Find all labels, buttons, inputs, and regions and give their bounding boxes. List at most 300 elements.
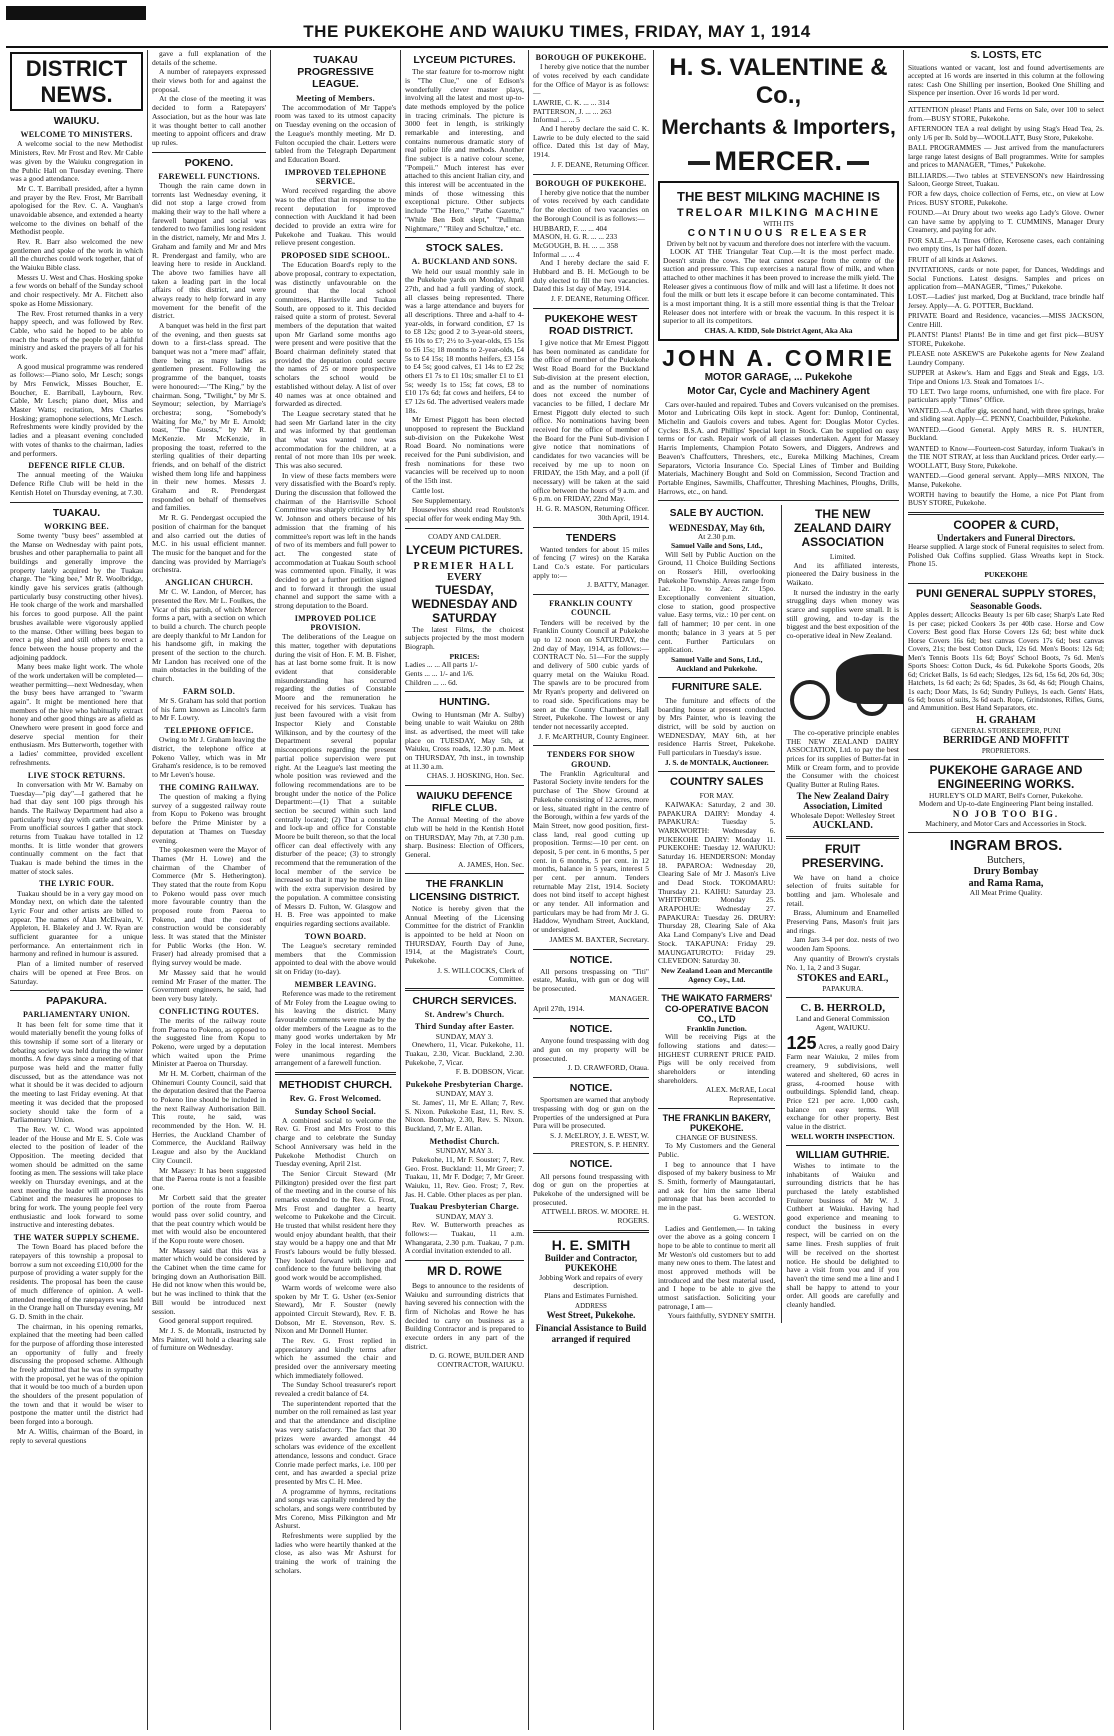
- premier-hall: PREMIER HALL: [413, 560, 516, 572]
- address-label: ADDRESS: [575, 1301, 607, 1310]
- notice-heading: NOTICE.: [569, 953, 613, 966]
- member-leaving-heading: MEMBER LEAVING.: [294, 979, 377, 989]
- vote-row: PATTERSON, J. ... ... 263: [533, 106, 612, 116]
- article-paragraph: The Annual Meeting of the above club will be held in the Kentish Hotel on THURSDAY, May 7th, at 7.30 p.m. sharp. Business: Election of Officers, General.: [405, 815, 524, 860]
- divider: [658, 500, 899, 501]
- merchants-heading: Merchants & Importers,: [661, 115, 896, 139]
- classified-item: INVITATIONS, cards or note paper, for Dances, Weddings and Social Functions. Latest designs. Samples and prices on application from—MANAGER, "Times," Pukekohe.: [908, 265, 1104, 292]
- garage-plant: Modern and Up-to-date Engineering Plant being installed.: [918, 799, 1094, 809]
- ingram-subheading: Butchers,: [986, 854, 1026, 866]
- article-paragraph: And I hereby declare the said F. Hubbard and B. H. McGough to be duly elected to fill the two vacancies. Dated this 1st day of May, 1914.: [533, 258, 649, 294]
- service-list: Pukekohe, 11, Mr F. Souster; 7, Rev. Geo. Frost. Buckland: 11, Mr Greer; 7. Tuakau, 11, Mr F. Dodge; 7, Mr Greer. Waiuku, 11, Rev. Geo. Frost; 7, Rev. Jas. H. Cable. Other places as per plan.: [405, 1154, 524, 1199]
- signature: JAMES M. BAXTER, Secretary.: [549, 934, 649, 944]
- country-sales-signature: New Zealand Loan and Mercantile Agency Coy., Ltd.: [660, 965, 773, 984]
- vote-row: Informal ... ... 4: [533, 249, 580, 259]
- auction-firm: Samuel Vaile and Sons, Ltd.,: [670, 540, 763, 550]
- wholesale-depot: Wholesale Depot: Wellesley Street: [790, 810, 895, 820]
- bakery-heading: THE FRANKLIN BAKERY, PUKEKOHE.: [662, 1112, 771, 1134]
- smith-finance: Financial Assistance to Build arranged if required: [535, 1323, 647, 1344]
- divider: [908, 101, 1104, 102]
- article-paragraph: A programme of hymns, recitations and songs was capitally rendered by the scholars, and songs were contributed by Mrs Coreno, Miss Pilkington and Mr Ashurst.: [275, 1486, 396, 1531]
- classified-item: WANTED.—Good General. Apply MRS R. S. HUNTER, Buckland.: [908, 424, 1104, 443]
- telephone-service-heading: IMPROVED TELEPHONE SERVICE.: [284, 167, 387, 186]
- article-paragraph: Will be receiving Pigs at the following stations and dates:— HIGHEST CURRENT PRICE PAID. Pigs will be only received from shareholders or intending shareholders.: [658, 1032, 776, 1085]
- divider: [10, 502, 143, 503]
- article-paragraph: The furniture and effects of the boarding house at present conducted by Mrs Painter, who is leaving the district, will be sold by auction on WEDNESDAY, MAY 6th, at her residence Harris Street, Pukekohe. Full particulars in Tuesday's issue.: [658, 695, 776, 758]
- rifle-club-ad-heading: WAIUKU DEFENCE RIFLE CLUB.: [416, 790, 513, 815]
- column-3: [271, 50, 401, 1730]
- signature: H. G. R. MASON, Returning Officer. 30th April, 1914.: [536, 504, 649, 522]
- article-paragraph: A good musical programme was rendered as follows:—Piano solo, Mr Lesch; songs by Mrs Fenwick, Misses Boucher, E. Boucher, E. Barriball, Laybourn, Rev. Cable, Mr Lesch; piano duet, Miss and Master Watts; recitation, Mrs Charles Hosking; gramophone selections, Mr Lesch. Refreshments were kindly provided by the ladies and a pleasant evening concluded with votes of thanks to the chairman, ladies and performers.: [10, 361, 143, 458]
- article-paragraph: The League secretary stated that he had seen Mr Garland later in the city and was informed by that gentleman that what was wanted now was accommodation for the children, at a rental of not more than 10s per week. This was also secured.: [275, 408, 396, 471]
- milking-agent: CHAS. A. KIDD, Sole District Agent, Aka Aka: [704, 326, 853, 336]
- signature: J. F. McARTHUR, County Engineer.: [538, 731, 649, 741]
- article-paragraph: Rev. R. Barr also welcomed the new gentlemen and spoke of the work in which all the churches could work together, that of the Waiuku Bible class.: [10, 237, 143, 273]
- proprietors-label: PROPRIETORS.: [981, 746, 1031, 755]
- article-paragraph: Hearse supplied. A large stock of Funeral requisites to select from. Polished Oak Coffins supplied. Glass Wreaths kept in Stock. Phone 15.: [908, 542, 1104, 569]
- masthead-title: THE PUKEKOHE AND WAIUKU TIMES, FRIDAY, MAY 1, 1914: [303, 22, 811, 41]
- article-paragraph: The star feature for to-morrow night is "The Clue," one of Edison's wonderfully clever master plays, involving all the latest and most up-to-date methods employed by the police in tracing criminals. The picture is 3000 feet in length, is strikingly remarkable and interesting, and contains numerous dramatic story of real police life and methods. Another fine subject is a native colour scene, "Pompeii." Much interest has ever attached to this ancient Italian city, and this interest will be accentuated in the minds of those witnessing this exceptional picture. Other subjects include "The Hero," "Pathe Gazette," "While Ben Bolt slept," "Pullman Nightmare," "Riley and Schultze," etc.: [405, 67, 524, 233]
- country-sales-subheading: FOR MAY.: [699, 791, 734, 801]
- article-paragraph: The accommodation of Mr Tappe's room was taxed to its utmost capacity on Tuesday evening on the occasion of the League's monthly meeting. Mr D. Fulton occupied the chair. Letters were tabled from the Telegraph Department and Education Board.: [275, 102, 396, 164]
- fruit-preserving-heading: FRUIT PRESERVING.: [801, 841, 884, 870]
- wheel-shape: [856, 684, 888, 716]
- signature: G. WESTON.: [733, 1212, 776, 1222]
- service-list: St. James', 11, Mr E. Allan; 7, Rev. S. Nixon. Pukekohe East, 11, Rev. S. Nixon. Bombay, 2.30, Rev. S. Nixon. Buckland, 7, Mr E. Allan.: [405, 1098, 524, 1134]
- farewell-heading: FAREWELL FUNCTIONS.: [158, 171, 260, 181]
- classified-item: SUPPER at Askew's. Ham and Eggs and Steak and Eggs, 1/3. Tripe and Onions 1/3. Steak and Tomatoes 1/-.: [908, 368, 1104, 386]
- article-paragraph: gave a full explanation of the details of the scheme.: [152, 50, 266, 67]
- church-services-heading: CHURCH SERVICES.: [412, 995, 517, 1008]
- classified-item: WANTED to Know—Fourteen-cost Saturday, inform Tuakau's in the TIE NOT STRAY, at less than Auckland prices. Order early.—WOOLLATT, Busy Store, Pukekohe.: [908, 443, 1104, 470]
- article-paragraph: The superintendent reported that the number on the roll remained as last year and that the attendance and discipline was very satisfactory. The fact that 30 prizes were awarded amongst 44 scholars was evidence of the excellent attendance, lessons and conduct. Grace Conrie made perfect marks, i.e. 100 per cent, and has awarded a special prize presented by Mrs C. H. Mee.: [275, 1398, 396, 1486]
- divider: [908, 759, 1104, 760]
- article-paragraph: The deliberations of the League on this matter, together with deputations during the visit of Hon. F. M. B. Fisher, has at last borne some fruit. It is now evident that considerable misunderstanding has occurred regarding the duties of Constable Moore and the remuneration he received for his services. Tuakau has just been favoured with a visit from Inspector Kiely and Constable Wilkinson, and by the courtesy of the Department several popular misconceptions regarding the present partial police supervision were put right. At the League's last meeting the whole position was reviewed and the following recommendations are to be brought under the notice of the Police Department:—(1) That a suitable section be secured within such land centrally located; (2) That a constable and lock-up and office for Constable Moore be built thereon, so that the local officer can deal effectively with any disturber of the peace; (3) to strongly recommend that the remuneration of the local member of the service be increased so that it may be more in line with the extra supervision desired by the population. A committee consisting of Messrs D. Fulton, W. Glasgow and H. B. Free was appointed to make enquiries regarding sections available.: [275, 632, 396, 928]
- divider: [658, 677, 775, 678]
- cooper-heading: COOPER & CURD,: [953, 517, 1059, 532]
- divider: [908, 583, 1104, 584]
- divider: [658, 771, 775, 772]
- divider: [908, 832, 1104, 833]
- valentine-heading: H. S. VALENTINE & Co.,: [669, 54, 888, 109]
- police-heading: IMPROVED POLICE PROVISION.: [294, 613, 377, 632]
- divider: [786, 836, 899, 839]
- price-children: Children ... ... 6d.: [405, 677, 458, 687]
- vote-row: LAWRIE, C. K. ... ... 314: [533, 98, 610, 108]
- classified-item: WANTED.—Good general servant. Apply—MRS NIXON, The Manse, Pukekohe.: [908, 471, 1104, 489]
- article-paragraph: Mr Massey said that he would remind Mr Fraser of the matter. The Government engineers, he said, had been very busy lately.: [152, 967, 266, 1003]
- article-paragraph: Many bees make light work. The whole of the work undertaken will be completed—weather permitting—next Wednesday, when the busy bees have arranged to "swarm again". It might be mentioned here that members of the hive who habitually extract honey and other good things are as afield as Onewhero were present in good force and deserve special mention for their enthusiasm. Mrs Butterworth, together with a ladies' committee, provided excellent refreshments.: [10, 662, 143, 767]
- divider: [405, 873, 524, 874]
- article-paragraph: At the close of the meeting it was decided to form a Ratepayers' Association, but as the hour was late it was thought better to call another meeting to appoint officers and draw up rules.: [152, 94, 266, 147]
- service-list: Rev. W. Butterworth preaches as follows:— Tuakau, 11 a.m. Whangarata, 2.30 p.m. Tuakau, 7 p.m. A cordial invitation extended to all.: [405, 1220, 524, 1256]
- article-paragraph: It nursed the industry in the early struggling days when money was scarce and supplies were small. It is still growing, and to-day is the biggest and the best exposition of the co-operative ideal in New Zealand.: [786, 587, 899, 641]
- puni-subheading: Seasonable Goods.: [970, 601, 1042, 612]
- lyceum-pictures-ad: LYCEUM PICTURES.: [406, 542, 523, 557]
- ingram-places-2: and Rama Rama,: [968, 877, 1044, 889]
- farm-sold-heading: FARM SOLD.: [182, 686, 236, 696]
- divider: [533, 308, 649, 309]
- article-paragraph: The spokesmen were the Mayor of Thames (Mr H. Lowe) and the chairman of the Chamber of Commerce (Mr S. Hetherington). They stated that the route from Kopu to Pokeno would pass over much more favourable country than the proposed route from Paeroa to Pokeno, and that the cost of construction would be considerably less. It was stated that the Minister for Public Works (the Hon. W. Fraser) had already promised that a flying survey would be made.: [152, 845, 266, 968]
- article-paragraph: It has been felt for some time that it would materially benefit the young folks of this township if some sort of a literary or debating society was held during the winter months. A few days since a meeting of that purpose was held and the matter fully discussed, but as the attendance was not what it should be it was decided to adjourn the meeting to last Friday evening. At that meeting it was decided that the proposed society should take the form of a Parliamentary Union.: [10, 1019, 143, 1125]
- divider: [152, 152, 266, 153]
- article-paragraph: In conversation with Mr W. Barnaby on Tuesday—"pig day"—I gathered that he had that day sent 100 pigs through his hands. The Railway Department had also a particularly busy day with cattle and sheep. From unofficial sources I gather that stock returns from Tuakau have totalled in 12 months. It is little wonder that growers continually comment on the fact that Tuakau is made behind the times in the matter of stock sales.: [10, 779, 143, 876]
- ornament: [688, 161, 710, 165]
- side-school-heading: PROPOSED SIDE SCHOOL.: [281, 250, 390, 260]
- classified-item: FOUND.—At Drury about two weeks ago Lady's Glove. Owner can have same by applying to T. CUMMINS, Manager Drury Creamery, and paying for adv.: [908, 208, 1104, 235]
- presbyterian-heading: Pukekohe Presbyterian Charge.: [405, 1080, 524, 1090]
- no-job-label: NO JOB TOO BIG.: [952, 809, 1060, 820]
- divider: [533, 745, 649, 746]
- classified-item: TO LET. Two large rooms, unfurnished, one with fire place. For particulars apply "Times" Office.: [908, 387, 1104, 405]
- article-paragraph: The Sunday School treasurer's report revealed a credit balance of £4.: [275, 1380, 396, 1399]
- divider: [405, 691, 524, 692]
- article-paragraph: Tenders will be received by the Franklin County Council at Pukekohe up to 12 noon on SATURDAY, the 2nd day of May, 1914, as follows:— CONTRACT No. 51—For the supply and delivery of 500 cubic yards of quarry metal on the Waiuku Road. The spawls are to be procured from Mr Ryan's property and delivered on to road side. Specifications may be seen at the County Chambers, Hall Street, Pukekohe. The lowest or any tender not necessarily accepted.: [533, 617, 649, 731]
- article-paragraph: The Education Board's reply to the above proposal, contrary to expectation, was distinctly unfavourable on the ground that the local school committees, Harrisville and Tuakau South, are opposed to it. This decided raised quite a storm of protest. Several members of the deputation that waited upon Mr Garland some months ago were present and were positive that the Board chairman definitely stated that provided the deputation could secure the names of 25 or more prospective scholars the school would be established without delay. A list of over 40 names was at once obtained and forwarded as directed.: [275, 260, 396, 409]
- signature: A. JAMES, Hon. Sec.: [457, 859, 524, 869]
- divider: [275, 1072, 396, 1075]
- inspection-note: WELL WORTH INSPECTION.: [790, 1131, 895, 1141]
- article-paragraph: And its affiliated interests, pioneered the Dairy business in the Waikato.: [786, 560, 899, 588]
- welcome-heading: WELCOME TO MINISTERS.: [20, 130, 133, 140]
- article-paragraph: The latest Films, the choicest subjects projected by the most modern Biograph.: [405, 624, 524, 651]
- article-paragraph: The co-operative principle enables THE NEW ZEALAND DAIRY ASSOCIATION, Ltd. to pay the best prices for its supplies of Butter-fat in Milk or Cream form, and to provide the Consumer with the choicest Quality Butter at Ruling Rates.: [786, 727, 899, 789]
- league-heading: TUAKAU PROGRESSIVE LEAGUE.: [297, 54, 374, 91]
- methodist-subheading: Rev. G. Frost Welcomed.: [289, 1094, 382, 1104]
- smith-subheading: Builder and Contractor, PUKEKOHE: [544, 1252, 638, 1274]
- article-paragraph: Sportsmen are warned that anybody trespassing with dog or gun on the Properties of the undersigned at Pura Pura will be prosecuted.: [533, 1095, 649, 1131]
- telephone-office-heading: TELEPHONE OFFICE.: [164, 726, 254, 736]
- divider: [786, 1145, 899, 1146]
- article-paragraph: Owing to Mr J. Graham leaving the district, the telephone office at Pokeno Valley, which was in Mr Graham's residence, is to be removed to Mr Leven's house.: [152, 735, 266, 780]
- notice-heading: NOTICE.: [569, 1158, 613, 1171]
- article-paragraph: Cattle lost.: [412, 485, 445, 495]
- working-bee-heading: WORKING BEE.: [44, 521, 109, 531]
- article-paragraph: Ladies and Gentlemen,— In taking over the above as a going concern I hope to be able to continue to merit all Mr Weston's old customers but to add many new ones to them. The latest and most approved methods will be introduced and the best material used, and I hope to be able to give the utmost satisfaction. Soliciting your patronage, I am—: [658, 1223, 776, 1311]
- article-paragraph: All persons trespassing on "Titi" estate, Mauku, with gun or dog will be prosecuted.: [533, 966, 649, 994]
- article-paragraph: All persons found trespassing with dog or gun on the properties at Pukekohe of the undersigned will be prosecuted.: [533, 1171, 649, 1207]
- motor-garage-heading: MOTOR GARAGE, ... Pukekohe: [704, 371, 853, 383]
- ingram-quality: All Meat Prime Quality.: [969, 888, 1043, 898]
- auction-date: WEDNESDAY, May 6th,: [668, 522, 765, 533]
- article-paragraph: I give notice that Mr Ernest Piggott has been nominated as candidate for the office of member of the Pukekohe West Road Board for the Buckland Sub-division at the present election, and as the number of nominations does not exceed the number of vacancies to be filled, I declare Mr Ernest Piggott duly elected to such office. No nominations having been received for the office of member of the Board for the Puni Sub-division I give notice that nominations of candidates for two vacancies will be received by me up to noon on FRIDAY, the 15th May, and a poll (if necessary) will be taken at the said office between the hours of 9 a.m. and 6 p.m. on FRIDAY, 22nd May.: [533, 338, 649, 504]
- auction-col-left: [658, 505, 775, 1323]
- motor-subheading: Motor Car, Cycle and Machinery Agent: [687, 386, 870, 398]
- stock-sales-heading: STOCK SALES.: [425, 242, 504, 255]
- article-paragraph: Messrs U. West and Chas. Hosking spoke a few words on behalf of the Sunday school and choir respectively. Mr A. Fitchett also spoke as Home Missionary.: [10, 272, 143, 308]
- country-sales-heading: COUNTRY SALES: [669, 776, 764, 789]
- treloar-heading: TRELOAR MILKING MACHINE: [676, 207, 881, 220]
- borough-heading: BOROUGH OF PUKEKOHE.: [535, 53, 647, 62]
- nz-dairy-heading: THE NEW ZEALAND DAIRY ASSOCIATION: [793, 507, 892, 550]
- garage-heading: PUKEKOHE GARAGE AND ENGINEERING WORKS.: [929, 762, 1083, 791]
- article-paragraph: Mr Massey said that this was a matter which would be considered by the Cabinet when the time came for bringing down an Authorisation Bill. He did not know when this would be, but he was inclined to think that the Bill would be introduced next session.: [152, 1245, 266, 1316]
- vote-row: HUBBARD, F. ... ... 404: [533, 223, 607, 233]
- acres-ad: [786, 1033, 899, 1132]
- herrold-subheading: Land and General Commission Agent, WAIUKU.: [795, 1014, 890, 1032]
- article-paragraph: Mr R. G. Pendergast occupied the position of chairman for the banquet and also carried out the duties of M.C. in his usual efficient manner. The music for the banquet and for the dancing was provided by Marriage's orchestra.: [152, 513, 266, 575]
- berridge-heading: BERRIDGE AND MOFFITT: [942, 735, 1070, 747]
- driven-note: Driven by belt not by vacuum and therefore does not interfere with the vacuum.: [666, 239, 891, 248]
- vote-row: Informal ... ... 5: [533, 115, 580, 125]
- service-date: SUNDAY, MAY 3.: [435, 1146, 494, 1156]
- article-paragraph: Refreshments were supplied by the ladies who were heartily thanked at the close, as also was Mr Ashurst for training the work of training the scholars.: [275, 1531, 396, 1575]
- classified-item: WORTH having to beautify the Home, a nice Pot Plant from BUSY STORE, Pukekohe.: [908, 489, 1104, 508]
- coady-calder: COADY AND CALDER.: [428, 532, 501, 541]
- auction-col-right: [781, 505, 899, 1323]
- article-paragraph: Warm words of welcome were also spoken by Mr T. G. Usher (ex-Senior Steward), Mr F. Souster (newly appointed Circuit Steward), Rev. F. B. Dobson, Mr E. Stevenson, Rev. S. Nixon and Mr Donnell Hunter.: [275, 1282, 396, 1336]
- divider: [908, 512, 1104, 515]
- classified-item: PLEASE note ASKEW'S are Pukekohe agents for New Zealand Laundry Company.: [908, 349, 1104, 367]
- rifle-club-heading: DEFENCE RIFLE CLUB.: [28, 461, 125, 471]
- masthead-black-mark: [6, 6, 146, 20]
- lyceum-heading: LYCEUM PICTURES.: [413, 54, 516, 66]
- column-2: [148, 50, 271, 1730]
- classifieds-heading: S. LOSTS, ETC: [970, 50, 1042, 61]
- article-paragraph: To My Customers and the General Public.: [658, 1141, 776, 1160]
- hurley-address: HURLEY'S OLD MART, Bell's Corner, Pukekohe.: [929, 790, 1083, 800]
- article-paragraph: The Senior Circuit Steward (Mr Pilkington) presided over the first part of the meeting and in the course of his remarks extended to the Rev. G. Frost, Mrs Frost and daughter a hearty welcome to Pukekohe and the Circuit. He trusted that whilst resident here they would enjoy abundant health, that their stay would be a happy one and that Mr Frost's labours would be fully blessed. They looked forward with hope and confidence to the future believing that good work would be accomplished.: [275, 1168, 396, 1283]
- divider: [658, 988, 775, 989]
- town-board-heading: TOWN BOARD.: [304, 931, 367, 941]
- show-ground-heading: TENDERS FOR SHOW GROUND.: [546, 750, 636, 769]
- classified-item: AFTERNOON TEA a real delight by using Stag's Head Tea, 2s. only 1/6 per lb. Sold by—WOOLLATT, Busy Store, Pukekohe.: [908, 124, 1104, 142]
- acres-number: 125: [786, 1032, 817, 1053]
- article-paragraph: Mr H. M. Corbett, chairman of the Ohinemuri County Council, said that the deputation desired that the Paeroa to Pokeno line should be included in the next Railway Authorisation Bill. This route, he said, was recommended by the Hon. W. H. Herries, the Auckland Chamber of Commerce, the Auckland Railway League and also by the Auckland City Council.: [152, 1068, 266, 1165]
- furniture-signature: J. S. de MONTALK, Auctioneer.: [664, 757, 769, 767]
- signature: F. B. DOBSON, Vicar.: [455, 1067, 524, 1077]
- article-paragraph: Word received regarding the above was to the effect that in response to the recent deputation for improved connection with Auckland it had been decided to provide an extra wire for Pukekohe and Tuakau. This would relieve present congestion.: [275, 186, 396, 248]
- ingram-heading: INGRAM BROS.: [949, 837, 1063, 855]
- tuakau-heading: TUAKAU.: [52, 506, 101, 519]
- classified-item: PRIVATE Board and Residence, vacancies.—MISS JACKSON, Centre Hill.: [908, 311, 1104, 329]
- waiuku-heading: WAIUKU.: [53, 115, 100, 128]
- classified-item: FOR a few days, choice collection of Ferns, etc., on view at Low Prices. BUSY STORE, Pukekohe.: [908, 189, 1104, 207]
- smith-heading: H. E. SMITH: [551, 1236, 631, 1253]
- signature: J. F. DEANE, Returning Officer.: [551, 294, 649, 304]
- road-district-heading: PUKEKOHE WEST ROAD DISTRICT.: [544, 312, 638, 337]
- methodist-heading: METHODIST CHURCH.: [278, 1079, 393, 1092]
- article-paragraph: A combined social to welcome the Rev. G. Frost and Mrs Frost to this charge and to celebrate the Sunday School Anniversary was held in the Pukekohe Methodist Church on Tuesday evening, April 21st.: [275, 1115, 396, 1169]
- screening-days: TUESDAY, WEDNESDAY AND SATURDAY: [411, 582, 518, 625]
- column-classifieds: [904, 50, 1108, 1730]
- article-paragraph: The League's secretary reminded members that the Commission appointed to deal with the above would sit on Friday (to-day).: [275, 940, 396, 976]
- county-council-heading: FRANKLIN COUNTY COUNCIL: [549, 599, 633, 618]
- article-paragraph: Apples dessert; Allcocks Beauty 1s per 6lb case; Sharp's Late Red 1s per case; picked Cookers 3s per 40lb case. Horse and Cow Covers: Best good flax Horse Covers 12s 6d; best white duck Horse Covers 16s 6d; best canvas Covers 17s 6d; best canvas Covers, 21s; the best Cotton Duck, 12s 6d. Men's Boots: 12s 6d; Men's Tennis Boots 11s 6d; Boys' School Boots, 7s 6d. Men's Sports Shoes: Cotton Duck, 4s 6d. Pukekohe Sports Goods, 20s 6d; Cricket Balls, 1s 6d each; Sledges, 12s 6d, 15s 6d, 20s 6d, 30s; Hatchets, 1s 6d each; 2s 6d; Spades, 3s 6d, 4s 6d; Plough Chains, 1s each; Door Mats, 1s 6d; Sundry Pulleys, 1s each. Gents' Hats, 6s 6d; boxes of suits, 3s 6d each. Rope, Grindstones, Rifles, Guns, and Ammunition. Best Hand Separators, etc.: [908, 610, 1104, 713]
- article-paragraph: Plan of a limited number of reserved chairs will be opened at Free Bros. on Saturday.: [10, 959, 143, 986]
- vote-row: MASON, H. G. R. ... ... 233: [533, 232, 618, 242]
- classified-item: WANTED.—A chaffer gig, second hand, with three springs, brake and sliding seat. Apply—C. PENNY, Coachbuilder, Pukekohe.: [908, 405, 1104, 424]
- article-paragraph: I beg to announce that I have disposed of my bakery business to Mr S. Smith, formerly of Maungatautari, and ask for him the same liberal patronage that has been accorded to me in the past.: [658, 1159, 776, 1213]
- auction-heading: SALE BY AUCTION.: [669, 508, 764, 520]
- masthead: [6, 22, 1108, 48]
- article-paragraph: The annual meeting of the Waiuku Defence Rifle Club will be held in the Kentish Hotel on Thursday evening, at 7.30.: [10, 470, 143, 497]
- divider: [405, 785, 524, 786]
- article-paragraph: Mr J. S. de Montalk, instructed by Mrs Painter, will hold a clearing sale of furniture on Wednesday.: [152, 1325, 266, 1353]
- article-paragraph: Housewives should read Roulston's special offer for week ending May 9th.: [405, 505, 524, 523]
- guthrie-heading: WILLIAM GUTHRIE.: [796, 1150, 890, 1162]
- divider: [405, 237, 524, 238]
- signature: J. S. WILLCOCKS, Clerk of Committee.: [437, 965, 524, 984]
- every-label: EVERY: [447, 572, 482, 584]
- article-paragraph: A number of ratepayers expressed their views both for and against the proposal.: [152, 67, 266, 94]
- furniture-heading: FURNITURE SALE.: [671, 682, 762, 694]
- routes-heading: CONFLICTING ROUTES.: [159, 1006, 259, 1016]
- divider: [533, 174, 649, 175]
- article-paragraph: The question of making a flying survey of a suggested railway route from Kopu to Pokeno was brought before the Prime Minister by a deputation at Thames on Tuesday evening.: [152, 792, 266, 845]
- article-paragraph: Anyone found trespassing with dog and gun on my property will be prosecuted.: [533, 1036, 649, 1063]
- auction-row: [658, 505, 899, 1323]
- divider: [405, 1260, 524, 1261]
- hunting-heading: HUNTING.: [439, 696, 490, 709]
- district-news-heading: DISTRICT NEWS.: [10, 52, 143, 111]
- mercer-heading: [658, 146, 899, 177]
- divider: [405, 528, 524, 529]
- with-its-label: WITH ITS: [763, 220, 794, 229]
- water-supply-heading: THE WATER SUPPLY SCHEME.: [13, 1233, 140, 1243]
- article-paragraph: See Supplementary.: [412, 495, 472, 505]
- signature: CHAS. J. HOSKING, Hon. Sec.: [426, 771, 524, 781]
- wheel-shape: [790, 680, 830, 720]
- divider: [533, 594, 649, 595]
- column-6: [654, 50, 904, 1730]
- divider: [533, 1153, 649, 1154]
- column-5: [529, 50, 654, 1730]
- divider: [10, 990, 143, 991]
- article-paragraph: Any quantity of Brown's crystals No. 1, 1a, 2 and 3 Sugar.: [786, 953, 899, 972]
- vote-row: McGOUGH, B. H. ... ... 358: [533, 240, 618, 250]
- ornament: [847, 161, 869, 165]
- divider: [533, 527, 649, 528]
- article-paragraph: I hereby give notice that the number of votes received by each candidate for the Office of Mayor is as follows:—: [533, 62, 649, 98]
- graham-subheading: GENERAL STOREKEEPER, PUNI: [951, 725, 1061, 735]
- prices-heading: PRICES:: [449, 651, 480, 661]
- nz-dairy-heading-2: The New Zealand Dairy Association, Limited: [796, 790, 889, 812]
- smith-address: West Street, Pukekohe.: [546, 1309, 636, 1320]
- cooper-town: PUKEKOHE: [984, 569, 1028, 579]
- classified-item: ATTENTION please! Plants and Ferns on Sale, over 100 to select from.—BUSY STORE, Pukekohe.: [908, 105, 1104, 123]
- divider: [533, 1230, 649, 1233]
- cooper-subheading: Undertakers and Funeral Directors.: [936, 532, 1076, 543]
- article-paragraph: Mr C. W. Landon, of Mercer, has presented the Rev. Mr L. Foulkes, the Vicar of this parish, of which Mercer forms a part, with a section on which to build a church. The church people are deeply thankful to Mr Landon for his handsome gift, in making the present of the section to the church. Mr Landon has received one of the main obstacles in the building of the church.: [152, 587, 266, 684]
- classified-item: BILLIARDS.—Two tables at STEVENSON's new Hairdressing Saloon, George Street, Tuakau.: [908, 170, 1104, 189]
- bakery-subheading: CHANGE OF BUSINESS.: [675, 1132, 758, 1142]
- classified-item: LOST.—Ladies' just marked, Dog at Buckland, trace brindle half Jersey. Apply—A. G. POTTER, Buckland.: [908, 292, 1104, 310]
- service-date: SUNDAY, MAY 3.: [435, 1211, 494, 1221]
- article-paragraph: The Franklin Agricultural and Pastoral Society invite tenders for the purchase of The Show Ground at Pukekohe consisting of 12 acres, more or less, situated right in the centre of the Borough, within a few yards of the Main Street, now good position, first-class land, real good cutting up proposition. Terms:—10 per cent. on deposit, 5 per cent. in 6 months, 5 per cent. in 6 months, 5 per cent. in 12 months, balance in 5 years, interest 5 per cent. per annum. Tenders returnable May 21st, 1914. Society does not bind itself to accept highest or any tender. All information and particulars may be had from Mr J. G. Haddow, Wyndham Street, Auckland, or undersigned.: [533, 768, 649, 935]
- article-paragraph: Mr Ernest Piggott has been elected unopposed to represent the Buckland sub-division on the Pukekohe West Road Board. No nominations were received for the Puni subdivision, and fresh nominations for these two vacancies will be received up to noon of the 15th inst.: [405, 415, 524, 486]
- milking-machine-ad: [658, 181, 899, 341]
- article-paragraph: Reference was made to the retirement of Mr Foley from the League owing to his leaving the district. Many favourable comments were made by the older members of the League as to the many good works undertaken by Mr Foley in the local interest. Members were unanimous regarding the arrangement of a farewell function.: [275, 988, 396, 1068]
- papakura-heading: PAPAKURA.: [46, 995, 107, 1008]
- notice-heading: NOTICE.: [569, 1023, 613, 1036]
- signature: S. J. McELROY, J. E. WEST, W. PRESTON, S. P. HENRY.: [550, 1131, 649, 1149]
- column-4: [401, 50, 529, 1730]
- auction-time: At 2.30 p.m.: [697, 532, 736, 542]
- article-paragraph: LOOK AT THE Triangular Teat Cup.—It is the most perfect made. Doesn't strain the cows. The teat cannot escape from the centre of the suction and pressure. This cup exercises a natural flow of milk, and when attached to other machines it has been proved to increase the milk yield. The Releaser gives a continuous flow of milk and will last a lifetime. It does not foul the milk or butt lets it escape before it can become contaminated. This is a most important thing. It is a still more essential thing is that the Treloar Releaser does not interfere with or break the vacuum. In this respect it is superior to all its competitors.: [663, 246, 894, 326]
- article-paragraph: In view of these facts members were very dissatisfied with the Board's reply. During the discussion that followed the chairman of the Harrisville School Committee was sharply criticised by Mr W. Johnson and others because of his admission that the framing of his committee's report was left in the hands of two of its members and full power to act. The congested state of accommodation at Tuakau South school was commented upon. Finally, it was decided to get a further petition signed and to forward it through the usual channel and support the same with a strong deputation to the Board.: [275, 470, 396, 611]
- railway-heading: THE COMING RAILWAY.: [159, 782, 259, 792]
- column-1: [6, 50, 148, 1730]
- tenders-heading: TENDERS: [565, 531, 617, 544]
- article-paragraph: Jobbing Work and repairs of every description.: [539, 1272, 643, 1291]
- mercer-label: MERCER.: [714, 146, 843, 177]
- signature: Yours faithfully, SYDNEY SMITH.: [667, 1311, 776, 1321]
- signature: MANAGER.: [609, 993, 649, 1003]
- article-paragraph: Wishes to intimate to the inhabitants of Waiuku and surrounding districts that he has purchased the lately established Fruiterer business of Mr W. J. Cuthbert at Waiuku. Having had good experience and meaning to conduct the business in every respect, will be carried on on the same lines. Fresh supplies of fruit will be received on the shortest notice. He should be delighted to have a visit from you and if you haven't the time send me a line and I shall be happy to attend to your order. All goods are carefully and cleanly handled.: [786, 1160, 899, 1309]
- classified-item: PLANTS! Plants! Plants! Be in time and get first pick—BUSY STORE, Pukekohe.: [908, 330, 1104, 348]
- ingram-places: Drury Bombay: [973, 866, 1039, 878]
- stokes-earl: STOKES and EARL,: [797, 973, 889, 985]
- article-paragraph: We held our usual monthly sale in the Pukekohe yards on Monday, April 27th, and had a full yarding of stock, all classes being represented. There was a large attendance and buyers for all descriptions. Three and a-half to 4-year-olds, in forward condition, £7 1s to £8 12s; good 2 to 3-year-old steers, £6 10s to £7; 2½ to 3-year-olds, £5 15s to £6 15s; 18 months to 2-year-olds, £4 5s to £4 15s; 18 months heifers, £3 15s to £4 5s; good calves, £1 14s to £2 2s; others £1 7s to £1 10s; smaller £1 to £1 5s; weedy 1s to 15s; fat cows, £8 to £10 17s 6d; fat cows and heifers, £4 to £7 12s 6d. The advertised vealers made 18s.: [405, 266, 524, 415]
- horse-cart-illustration: [786, 644, 899, 726]
- article-paragraph: The merits of the railway route from Paeroa to Pokeno, as opposed to the suggested line from Kopu to Pokeno, were urged by a deputation which waited upon the Prime Minister at Paeroa on Thursday.: [152, 1015, 266, 1069]
- article-paragraph: Mr A. Willis, chairman of the Board, in reply to several questions: [10, 1426, 143, 1445]
- papakura-label: PAPAKURA.: [822, 983, 864, 993]
- article-paragraph: The Town Board has placed before the ratepayers of this township a proposal to borrow a sum not exceeding £10,000 for the purpose of providing a water supply for the residents. The proposal has been the cause of much difference of opinion. A well-attended meeting of the ratepayers was held in the Orange hall on Thursday evening, Mr G. D. Smith in the chair.: [10, 1242, 143, 1321]
- anglican-heading: ANGLICAN CHURCH.: [165, 577, 253, 587]
- machinery-label: Machinery, and Motor Cars and Accessories in Stock.: [925, 818, 1087, 828]
- classifieds-intro: Situations wanted or vacant, lost and found advertisements are accepted at 16 words are inserted in this column at the following rates: Cash One Shilling per insertion, Booked One Shilling and Sixpence per insertion. Over 16 words 1d per word.: [908, 62, 1104, 97]
- article-paragraph: Cars over-hauled and repaired. Tubes and Covers vulcanised on the premises. Motor and Lubricating Oils kept in stock. Agent for: Dunlop, Continental, Michelin and Gaulois covers and tubes. Agent for: Douglas Motor Cycles. Cycles: B.S.A. and Phillips' Special kept in Stock. Can be supplied on easy terms or for cash. Repair work of all classes undertaken. Agent for Massey Harris Implements, Champion Potato Sowers, and Diggers, Andrews and Beaven's Chaffcutters, Threshers, etc., Eureka Milking Machines, Cream Separators, Victoria Insurance Co. Special Lines of Timber and Building Materials, Machinery Bought and Sold on Commission, Second Traction and Portable Engines, Sawmills, Chaffcutter, Threshing Machines, Ploughs, Drills, Harrows, etc., on hand.: [658, 399, 899, 496]
- auction-signature: Samuel Vaile and Sons, Ltd., Auckland and Pukekohe.: [670, 654, 763, 673]
- article-paragraph: Begs to announce to the residents of Waiuku and surrounding districts that having severed his connection with the firm of Nicholas and Rowe he has decided to carry on business as a Building Contractor and is prepared to execute orders in any part of the district.: [405, 1280, 524, 1351]
- herrold-heading: C. B. HERROLD,: [800, 1002, 886, 1015]
- classified-item: FOR SALE.—At Times Office, Kerosene cases, each containing two empty tins, 1s per half dozen.: [908, 235, 1104, 254]
- signature: D. G. ROWE, BUILDER AND CONTRACTOR, WAIUKU.: [429, 1351, 524, 1370]
- article-paragraph: Notice is hereby given that the Annual Meeting of the Licensing Committee for the district of Franklin is appointed to be held at Noon on THURSDAY, Fourth Day of June, 1914, at the Magistrate's Court, Pukekohe.: [405, 903, 524, 965]
- article-paragraph: Mr S. Graham has sold that portion of his farm known as Lincoln's farm to Mr F. Lowry.: [152, 696, 266, 723]
- league-subheading: Meeting of Members.: [296, 93, 375, 103]
- third-sunday: Third Sunday after Easter.: [414, 1022, 515, 1032]
- releaser-heading: CONTINUOUS RELEASER: [687, 228, 870, 240]
- article-paragraph: Plans and Estimates Furnished.: [544, 1291, 638, 1301]
- classified-item: FRUIT of all kinds at Askews.: [908, 254, 998, 264]
- service-date: SUNDAY, MAY 3.: [435, 1089, 494, 1099]
- graham-heading: H. GRAHAM: [976, 714, 1036, 726]
- service-list: Onewhero, 11, Vicar. Pukekohe, 11. Tuakau, 2.30, Vicar. Buckland, 2.30. Pukekohe, 7, Vicar.: [405, 1040, 524, 1067]
- article-paragraph: Though the rain came down in torrents last Wednesday evening, it did not stop a large crowd from making their way to the hall where a farewell banquet and social was tendered to two families long resident in the district, namely, Mr and Mrs J. Graham and family and Mr and Mrs R. Prendergast and family, who are leaving here to reside in Auckland. The above two families have all taken a leading part in the local affairs of this district, and were always ready to help forward in any movement for the benefit of the district.: [152, 181, 266, 321]
- article-paragraph: I hereby give notice that the number of votes received by each candidate for the election of two vacancies on the Borough Council is as follows:—: [533, 187, 649, 223]
- bacon-subheading: Franklin Junction.: [686, 1023, 747, 1033]
- auckland-label: AUCKLAND.: [812, 820, 873, 832]
- service-date: SUNDAY, MAY 3.: [435, 1031, 494, 1041]
- price-ladies: Ladies ... ... All parts 1/-: [405, 660, 478, 670]
- bacon-heading: THE WAIKATO FARMERS' CO-OPERATIVE BACON CO., LTD: [661, 993, 773, 1025]
- article-paragraph: A banquet was held in the first part of the evening, and then guests sat down to a first-class spread. The banquet was not a "mere mad" affair, there being as many ladies as gentlemen present. Following the programme of the banquet, toasts were honoured:—"The King," by the chairman. Song, "Twilight," by Mr S. Seymour; selection, by Marriage's orchestra; song, "Somebody's Waiting for Me," by Mr E. Arnold; toast, "The Guests," by Mr R. McKenzie. Mr McKenzie, in proposing the toast, referred to the sterling qualities of their departing friends, and on behalf of the district wished them long life and happiness in their new homes. Messrs J. Graham and R. Prendergast responded on behalf of themselves and families.: [152, 321, 266, 513]
- article-paragraph: KAIWAKA: Saturday, 2 and 30. PAPAKURA DAIRY: Monday 4. PAPAKURA: Tuesday 5. WARKWORTH: Wednesday 6. PUKEKOHE DAIRY: Monday 11. PUKEKOHE: Tuesday 12. WAIUKU: Saturday 16. HENDERSON: Monday 18. PAPAROA: Wednesday 20, Clearing Sale of Mr J. Mason's Live and Dead Stock. TOKOMARU: Thursday 21. KAIHU: Saturday 23. WHITFORD: Monday 25. ARAPOHUE: Wednesday 27. PAPAKURA: Tuesday 26. DRURY: Thursday 28, Clearing Sale of Aka Aka Land Company's Live and Dead Stock. TAKAPUNA: Friday 29. MAUNGATUROTO: Friday 29. CLEVEDON: Saturday 30.: [658, 799, 776, 966]
- article-paragraph: Wanted tenders for about 15 miles of fencing (7 wires) on the Karaka Land Co.'s estate. For particulars apply to:—: [533, 544, 649, 580]
- signature: ATTWELL BROS. W. MOORE. H. ROGERS.: [541, 1207, 649, 1225]
- nz-dairy-limited: Limited.: [829, 551, 856, 561]
- pokeno-heading: POKENO.: [184, 156, 234, 169]
- signature: J. BATTY, Manager.: [587, 580, 649, 590]
- divider: [533, 949, 649, 950]
- article-paragraph: Will Sell by Public Auction on the Ground, 11 Choice Building Sections on Rosser's Hill, overlooking Pukekohe Township. Areas range from 1ac. 11po. to 2ac. 2r. 15po. Exceptionally convenient situation, close to station, good prospective value. Easy terms, viz.: 10 per cent. on fall of hammer; 10 per cent. in one month; balance in 3 years at 5 per cent. Further Particulars on application.: [658, 549, 776, 655]
- tuakau-presbyterian-heading: Tuakau Presbyterian Charge.: [409, 1202, 520, 1212]
- article-paragraph: The Rev. Frost returned thanks in a very happy speech, and was followed by Rev. Cable, who said he hoped to be able to reach the hearts of the people by a faithful ministry and asked the prayers of all for his work.: [10, 308, 143, 361]
- signature: J. D. CRAWFORD, Otaua.: [567, 1063, 649, 1073]
- methodist-services-heading: Methodist Church.: [429, 1136, 500, 1146]
- divider: [405, 988, 524, 991]
- article-paragraph: Good general support required.: [159, 1316, 253, 1326]
- divider: [533, 1077, 649, 1078]
- notice-heading: NOTICE.: [569, 1082, 613, 1095]
- article-paragraph: The Rev. W. C. Wood was appointed leader of the House and Mr E. S. Cole was elected to the position of leader of the Opposition. The meeting decided that women should be admitted on the same footing as men. The sessions will take place weekly on Thursday evenings, and at the next meeting the leader will announce his Cabinet and the measures he proposes to bring for work. The young people feel very enthusiastic and look forward to some instructive and interesting debates.: [10, 1124, 143, 1230]
- comrie-heading: JOHN A. COMRIE: [662, 344, 895, 371]
- article-paragraph: The chairman, in his opening remarks, explained that the meeting had been called for the purpose of affording those interested an opportunity of fully and freely discussing the proposed scheme. Although he freely admitted that he was in sympathy with the proposal, yet he was of the opinion that it would be too much of a burden upon the shoulders of the present population of the town and that it would be wiser to postpone the matter until the district had been forged into a borough.: [10, 1321, 143, 1427]
- price-gents: Gents ... ... 1/- and 1/6.: [405, 668, 474, 678]
